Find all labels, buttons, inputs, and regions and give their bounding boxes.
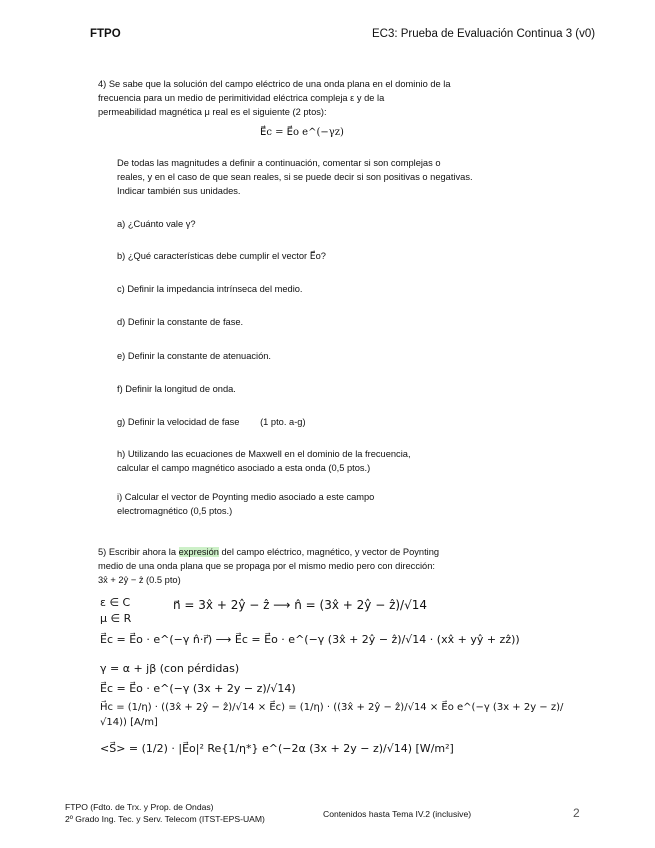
header-title: EC3: Prueba de Evaluación Continua 3 (v0)	[372, 28, 596, 40]
q4-intro-line: permeabilidad magnética μ real es el siguiente (2 ptos):	[98, 107, 327, 117]
q4-item-h-line: calcular el campo magnético asociado a esta onda (0,5 ptos.)	[117, 463, 371, 473]
q5-line: medio de una onda plana que se propaga por el mismo medio pero con dirección:	[98, 561, 435, 571]
q5-line: 3x̂ + 2ŷ − ẑ (0.5 pto)	[98, 575, 181, 585]
q4-item-g-points: (1 pto. a-g)	[260, 417, 306, 427]
hand-field-expression: E⃗c = E⃗o · e^(−γ n̂·r⃗) ⟶ E⃗c = E⃗o · e^(−γ (3x̂ + 2ŷ − ẑ)/√14 · (xx̂ + yŷ + zẑ))	[100, 633, 520, 646]
q5-highlight: expresión	[178, 547, 219, 557]
footer-course	[65, 801, 265, 825]
q4-instructions	[117, 156, 527, 198]
hand-direction-vector: n⃗ = 3x̂ + 2ŷ − ẑ ⟶ n̂ = (3x̂ + 2ŷ − ẑ)/√14	[173, 598, 428, 612]
q4-instr-line: De todas las magnitudes a definir a continuación, comentar si son complejas o	[117, 158, 441, 168]
hand-magnetic-field: H⃗c = (1/η) · ((3x̂ + 2ŷ − ẑ)/√14 × E⃗c) = (1/η) · ((3x̂ + 2ŷ − ẑ)/√14 × E⃗o e^(−γ (3x + 2y − z)/√14)) [A/m]	[100, 702, 564, 728]
footer-line: 2º Grado Ing. Tec. y Serv. Telecom (ITST-EPS-UAM)	[65, 814, 265, 824]
q4-item-b: b) ¿Qué características debe cumplir el vector E⃗o?	[117, 251, 326, 261]
q4-item-c: c) Definir la impedancia intrínseca del medio.	[117, 284, 303, 294]
header-course: FTPO	[90, 28, 121, 40]
q4-item-i	[117, 490, 527, 518]
footer-contents: Contenidos hasta Tema IV.2 (inclusive)	[323, 809, 472, 819]
page-number: 2	[573, 806, 580, 820]
q5-line1-pre: 5) Escribir ahora la	[98, 547, 179, 557]
q4-item-h	[117, 447, 527, 475]
q4-item-g-text: g) Definir la velocidad de fase	[117, 417, 240, 427]
q4-item-d: d) Definir la constante de fase.	[117, 317, 244, 327]
hand-mu-real: μ ∈ R	[100, 612, 132, 625]
q4-item-a: a) ¿Cuánto vale γ?	[117, 219, 196, 229]
q4-item-g	[117, 415, 527, 429]
q5-statement	[98, 545, 528, 587]
q4-item-i-line: electromagnético (0,5 ptos.)	[117, 506, 233, 516]
hand-electric-field: E⃗c = E⃗o · e^(−γ (3x + 2y − z)/√14)	[100, 682, 296, 695]
hand-epsilon-complex: ε ∈ C	[100, 596, 131, 609]
q4-item-h-line: h) Utilizando las ecuaciones de Maxwell en el dominio de la frecuencia,	[117, 449, 411, 459]
hand-gamma-definition: γ = α + jβ (con pérdidas)	[100, 662, 240, 675]
q4-intro	[98, 77, 528, 119]
q4-instr-line: Indicar también sus unidades.	[117, 186, 241, 196]
q5-line1-post: del campo eléctrico, magnético, y vector de Poynting	[218, 547, 440, 557]
hand-poynting-vector: <S⃗> = (1/2) · |E⃗o|² Re{1/η*} e^(−2α (3x + 2y − z)/√14) [W/m²]	[100, 742, 454, 755]
q4-item-e: e) Definir la constante de atenuación.	[117, 351, 272, 361]
footer-line: FTPO (Fdto. de Trx. y Prop. de Ondas)	[65, 802, 214, 812]
q4-intro-line: 4) Se sabe que la solución del campo eléctrico de una onda plana en el dominio de la	[98, 79, 451, 89]
q5-line	[98, 545, 528, 559]
q4-item-i-line: i) Calcular el vector de Poynting medio asociado a este campo	[117, 492, 375, 502]
q4-instr-line: reales, y en el caso de que sean reales, si se puede decir si son positivas o negativas.	[117, 172, 473, 182]
q4-equation: E⃗c = E⃗o e^(−γz)	[260, 127, 344, 138]
q4-item-f: f) Definir la longitud de onda.	[117, 384, 236, 394]
q4-intro-line: frecuencia para un medio de perimitividad eléctrica compleja ε y de la	[98, 93, 385, 103]
